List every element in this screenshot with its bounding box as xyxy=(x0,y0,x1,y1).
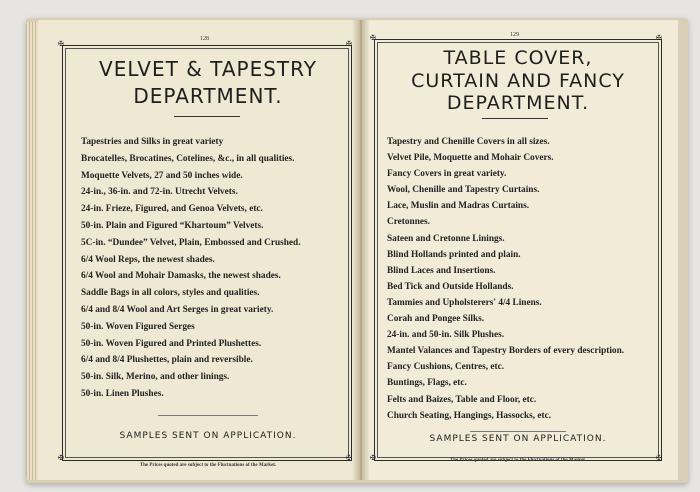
corner-ornament-icon: ✠ xyxy=(346,40,352,48)
list-item: Church Seating, Hangings, Hassocks, etc. xyxy=(387,410,552,421)
list-item: 50-in. Plain and Figured “Khartoum” Velvets. xyxy=(81,220,264,231)
right-page-number: 129 xyxy=(510,32,519,38)
list-item: Wool, Chenille and Tapestry Curtains. xyxy=(387,185,540,196)
list-item: Saddle Bags in all colors, styles and qualities. xyxy=(81,288,260,299)
list-item: Brocatelles, Brocatines, Cotelines, &c., in all qualities. xyxy=(81,153,295,164)
corner-ornament-icon: ✠ xyxy=(370,454,376,462)
left-samples-note: SAMPLES SENT ON APPLICATION. xyxy=(119,431,297,441)
corner-ornament-icon: ✠ xyxy=(370,34,376,42)
list-item: Fancy Covers in great variety. xyxy=(387,169,507,180)
right-samples-note: SAMPLES SENT ON APPLICATION. xyxy=(429,434,607,444)
left-heading-line2: DEPARTMENT. xyxy=(133,84,283,108)
corner-ornament-icon: ✠ xyxy=(346,454,352,462)
list-item: 24-in. and 50-in. Silk Plushes. xyxy=(387,330,505,341)
book-gutter xyxy=(352,20,370,480)
list-item: Tammies and Upholsterers' 4/4 Linens. xyxy=(387,297,542,308)
list-item: Blind Hollands printed and plain. xyxy=(387,249,521,260)
list-item: Mantel Valances and Tapestry Borders of every description. xyxy=(387,346,625,357)
left-heading-rule xyxy=(174,116,240,117)
list-item: 5C-in. “Dundee” Velvet, Plain, Embossed and Crushed. xyxy=(81,237,301,248)
right-samples-rule xyxy=(470,431,566,432)
list-item: Corah and Pongee Silks. xyxy=(387,314,485,325)
list-item: 50-in. Woven Figured Serges xyxy=(81,321,195,332)
list-item: Tapestry and Chenille Covers in all sizes. xyxy=(387,137,550,147)
list-item: Sateen and Cretonne Linings. xyxy=(387,233,505,244)
right-heading-rule xyxy=(482,118,548,119)
corner-ornament-icon: ✠ xyxy=(656,34,662,42)
list-item: Lace, Muslin and Madras Curtains. xyxy=(387,201,530,212)
list-item: 50-in. Linen Plushes. xyxy=(81,388,164,399)
list-item: 24-in. Frieze, Figured, and Genoa Velvets, etc. xyxy=(81,204,263,215)
list-item: Felts and Baizes, Table and Floor, etc. xyxy=(387,394,537,405)
list-item: Cretonnes. xyxy=(387,217,430,228)
list-item: Blind Laces and Insertions. xyxy=(387,265,496,276)
list-item: Moquette Velvets, 27 and 50 inches wide. xyxy=(81,170,243,181)
list-item: 6/4 Wool Reps, the newest shades. xyxy=(81,254,215,265)
list-item: 50-in. Silk, Merino, and other linings. xyxy=(81,372,230,383)
list-item: Velvet Pile, Moquette and Mohair Covers. xyxy=(387,153,554,164)
list-item: Buntings, Flags, etc. xyxy=(387,378,467,389)
left-item-list xyxy=(81,134,301,403)
right-item-list xyxy=(387,134,624,424)
left-footnote: The Prices quoted are subject to the Fluctuations of the Market. xyxy=(139,463,277,468)
left-samples-rule xyxy=(158,415,258,416)
left-heading-line1: VELVET & TAPESTRY xyxy=(99,57,317,81)
left-page xyxy=(38,20,360,480)
right-footnote: The Prices quoted are subject to the Fluctuations of the Market. xyxy=(449,458,587,463)
right-heading-line3: DEPARTMENT. xyxy=(446,92,590,114)
left-page-number: 128 xyxy=(200,36,209,42)
list-item: 24-in., 36-in. and 72-in. Utrecht Velvets. xyxy=(81,187,238,198)
list-item: 50-in. Woven Figured and Printed Plushettes. xyxy=(81,338,262,349)
list-item: Tapestries and Silks in great variety xyxy=(81,137,224,147)
corner-ornament-icon: ✠ xyxy=(58,454,64,462)
list-item: 6/4 and 8/4 Plushettes, plain and reversible. xyxy=(81,355,253,366)
corner-ornament-icon: ✠ xyxy=(656,454,662,462)
list-item: 6/4 Wool and Mohair Damasks, the newest shades. xyxy=(81,271,281,282)
right-heading-line1: TABLE COVER, xyxy=(443,47,593,69)
list-item: Fancy Cushions, Centres, etc. xyxy=(387,362,505,373)
right-page xyxy=(362,20,678,480)
list-item: 6/4 and 8/4 Wool and Art Serges in great variety. xyxy=(81,304,274,315)
right-heading-line2: CURTAIN AND FANCY xyxy=(411,70,625,92)
corner-ornament-icon: ✠ xyxy=(58,40,64,48)
list-item: Bed Tick and Outside Hollands. xyxy=(387,281,514,292)
